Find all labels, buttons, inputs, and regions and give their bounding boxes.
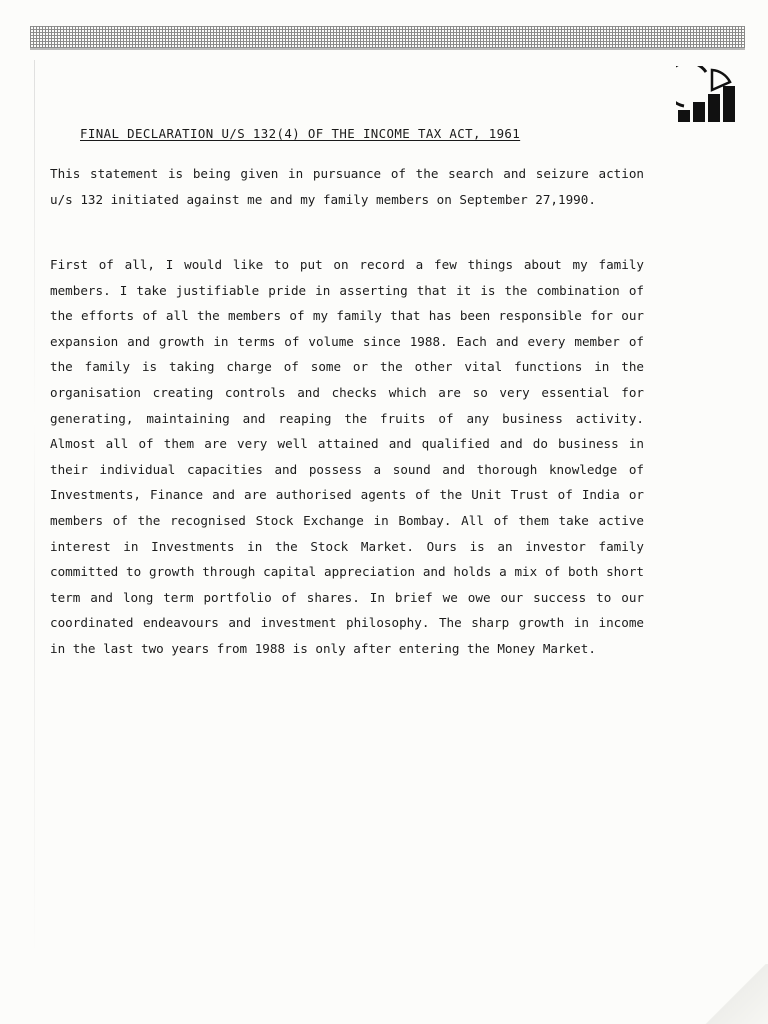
bar-chart-pie-logo-icon: [676, 66, 742, 124]
paragraph-intro: This statement is being given in pursuance of the search and seizure action u/s 132 initiated against me and my family members on September 27,1990.: [50, 166, 644, 207]
scan-edge: [34, 60, 35, 960]
page-corner-fold: [688, 964, 768, 1024]
document-title: FINAL DECLARATION U/S 132(4) OF THE INCOME TAX ACT, 1961: [80, 126, 521, 141]
paragraph-family-members: First of all, I would like to put on record a few things about my family members. I take justifiable pride in asserting that it is the combination of the efforts of all the members of my family that has been responsible for our expansion and growth in terms of volume since 1988. Each and every member of the family is taking charge of some or the other vital functions in the organisation creating controls and checks which are so very essential for generating, maintaining and reaping the fruits of any business activity. Almost all of them are very well attained and qualified and do business in their individual capacities and possess a sound and thorough knowledge of Investments, Finance and are authorised agents of the Unit Trust of India or members of the recognised Stock Exchange in Bombay. All of them take active interest in Investments in the Stock Market. Ours is an investor family committed to growth through capital appreciation and holds a mix of both short term and long term portfolio of shares. In brief we owe our success to our coordinated endeavours and investment philosophy. The sharp growth in income in the last two years from 1988 is only after entering the Money Market.: [50, 257, 644, 656]
scan-perforation-strip: [30, 26, 745, 48]
